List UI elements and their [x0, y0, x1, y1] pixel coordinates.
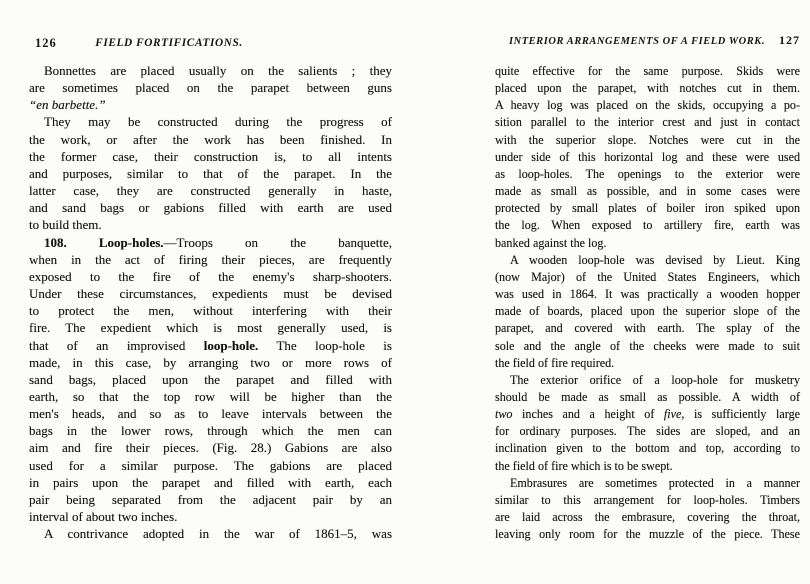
text-line [495, 320, 800, 337]
paragraph [495, 63, 800, 252]
text-segment: similar to this arrangement for loop-holes. Timbers [495, 492, 800, 507]
text-line [495, 423, 800, 440]
text-line [29, 285, 392, 302]
text-segment: inches and a height of [512, 407, 664, 422]
text-segment: the former case, their construction is, to all intents [29, 148, 392, 164]
text-segment: to protect the men, without interfering with their [29, 303, 392, 319]
text-line [29, 79, 392, 96]
right-running-title: INTERIOR ARRANGEMENTS OF A FIELD WORK. [508, 36, 766, 47]
right-page-number: 127 [779, 33, 800, 47]
text-segment: sition parallel to the interior crest and just in contact [495, 115, 800, 130]
text-segment: was used in 1864. It was practically a wooden hopper [495, 287, 800, 302]
text-segment: pair being separated from the adjacent pair by an [29, 491, 392, 507]
paragraph [29, 62, 392, 113]
text-segment: and sand bags or gabions filled with earth are used [29, 200, 392, 216]
text-line [495, 526, 800, 543]
text-line [29, 405, 392, 422]
text-segment: protected by small plates of boiler iron spiked upon [495, 201, 800, 216]
text-segment: sole and the angle of the cheeks were made to suit [495, 338, 800, 353]
text-line [29, 525, 392, 542]
text-line [29, 337, 392, 354]
text-line [29, 319, 392, 336]
left-page-header [29, 36, 392, 52]
text-segment: five [663, 407, 682, 422]
text-segment: quite effective for the same purpose. Skids were [495, 64, 800, 78]
text-line [495, 235, 800, 252]
text-line [495, 132, 800, 149]
text-line [495, 303, 800, 320]
text-line [29, 422, 392, 439]
paragraph [495, 372, 800, 475]
text-line [495, 492, 800, 509]
text-line [495, 252, 800, 269]
left-page [29, 36, 392, 542]
text-segment: parapet, and covered with earth. The splay of the [495, 321, 800, 336]
text-line [495, 63, 800, 80]
text-segment: interval of about two inches. [29, 509, 178, 525]
text-line [29, 302, 392, 319]
text-line [29, 457, 392, 474]
text-segment: the field of fire which is to be swept. [495, 458, 673, 473]
text-segment: should be made as small as possible. A width of [495, 389, 800, 404]
text-segment: that of an improvised [29, 337, 204, 353]
text-line [29, 96, 392, 113]
right-page-body [495, 63, 800, 543]
text-segment: exposed to the fire of the enemy's sharp-shooters. [29, 268, 392, 284]
text-segment: men's heads, and so as to leave intervals between the [29, 406, 392, 422]
text-line [29, 113, 392, 130]
text-line [495, 338, 800, 355]
text-line [495, 440, 800, 457]
text-segment: in pairs upon the parapet and filled with earth, each [29, 474, 392, 490]
text-segment: “en barbette.” [29, 97, 106, 113]
text-segment: made of boards, placed upon the superior slope of the [495, 304, 800, 319]
text-line [495, 458, 800, 475]
text-segment: A heavy log was placed on the skids, occupying a po- [495, 98, 800, 113]
text-line [495, 475, 800, 492]
text-segment: when in the act of firing their pieces, are frequently [29, 251, 392, 267]
left-running-title: FIELD FORTIFICATIONS. [95, 37, 243, 49]
text-segment: bags in the lower rows, through which the men can [29, 423, 392, 439]
text-line [29, 131, 392, 148]
text-segment: placed upon the parapet, with notches cut in them. [495, 81, 800, 96]
text-line [495, 355, 800, 372]
text-segment: are laid across the embrasure, covering the throat, [495, 510, 800, 525]
text-line [29, 508, 392, 525]
text-segment: to build them. [29, 217, 102, 233]
text-line [495, 183, 800, 200]
text-segment: aim and fire their pieces. (Fig. 28.) Gabions are also [29, 440, 392, 456]
text-line [495, 114, 800, 131]
text-segment: loop-hole. [203, 337, 259, 353]
text-segment: banked against the log. [495, 235, 607, 250]
text-segment: 108. Loop-holes. [44, 234, 164, 250]
text-segment: the field of fire required. [495, 355, 615, 370]
left-page-body [29, 62, 392, 542]
text-line [29, 354, 392, 371]
text-line [29, 474, 392, 491]
paragraph [29, 234, 392, 526]
text-line [29, 388, 392, 405]
text-line [495, 372, 800, 389]
text-line [495, 166, 800, 183]
text-segment: Bonnettes are placed usually on the salients ; they [44, 63, 392, 78]
text-line [495, 149, 800, 166]
text-line [29, 439, 392, 456]
text-line [495, 509, 800, 526]
paragraph [29, 113, 392, 233]
text-line [495, 286, 800, 303]
text-segment: The loop-hole is [258, 337, 392, 353]
text-segment: A contrivance adopted in the war of 1861–5, was [44, 526, 392, 542]
text-segment: for ordinary purposes. The sides are sloped, and an [495, 424, 800, 439]
text-line [29, 199, 392, 216]
text-line [495, 406, 800, 423]
text-segment: latter case, they are constructed generally in haste, [29, 183, 392, 199]
text-segment: used for a similar purpose. The gabions are placed [29, 457, 392, 473]
text-line [29, 182, 392, 199]
text-line [495, 269, 800, 286]
text-segment: inclination given to the bottom and top, according to [495, 441, 800, 456]
text-segment: with the superior slope. Notches were cut in the [495, 132, 800, 147]
text-segment: , is sufficiently large [681, 407, 800, 422]
text-segment: as loop-holes. The openings to the exterior were [495, 166, 800, 181]
text-line [29, 165, 392, 182]
text-segment: A wooden loop-hole was devised by Lieut. King [510, 252, 800, 267]
right-page [495, 33, 800, 543]
text-line [495, 389, 800, 406]
text-segment: the log. When exposed to artillery fire, earth was [495, 218, 800, 233]
text-segment: leaving only room for the muzzle of the piece. These [495, 527, 800, 542]
text-segment: are sometimes placed on the parapet between guns [29, 80, 392, 96]
right-page-header [495, 33, 800, 49]
text-segment: sand bags, placed upon the parapet and filled with [29, 371, 392, 387]
text-segment: —Troops on the banquette, [163, 234, 392, 250]
paragraph [495, 475, 800, 544]
text-segment: earth, so that the top row will be higher than the [29, 388, 392, 404]
text-segment: the work, or after the work has been finished. In [29, 131, 392, 147]
text-segment: The exterior orifice of a loop-hole for musketry [510, 372, 800, 387]
paragraph [29, 525, 392, 542]
text-segment: made as small as possible, and in some cases were [495, 184, 800, 199]
text-segment: and purposes, similar to that of the parapet. In the [29, 165, 392, 181]
text-segment: two [495, 407, 513, 422]
text-line [29, 268, 392, 285]
text-line [495, 80, 800, 97]
left-page-number: 126 [35, 36, 57, 50]
text-segment: Under these circumstances, expedients must be devised [29, 286, 392, 302]
text-segment: (now Major) of the United States Engineers, which [495, 269, 800, 284]
text-line [29, 148, 392, 165]
text-line [29, 371, 392, 388]
text-segment: Embrasures are sometimes protected in a manner [510, 475, 800, 490]
text-segment: made, in this case, by arranging two or more rows of [29, 354, 392, 370]
text-line [29, 216, 392, 233]
text-segment: under side of this horizontal log and these were used [495, 149, 800, 164]
text-line [495, 97, 800, 114]
text-segment: fire. The expedient which is most generally used, is [29, 320, 392, 336]
text-line [29, 234, 392, 251]
text-line [495, 200, 800, 217]
text-segment: They may be constructed during the progress of [44, 114, 392, 130]
text-line [29, 251, 392, 268]
text-line [495, 217, 800, 234]
text-line [29, 62, 392, 79]
paragraph [495, 252, 800, 372]
text-line [29, 491, 392, 508]
